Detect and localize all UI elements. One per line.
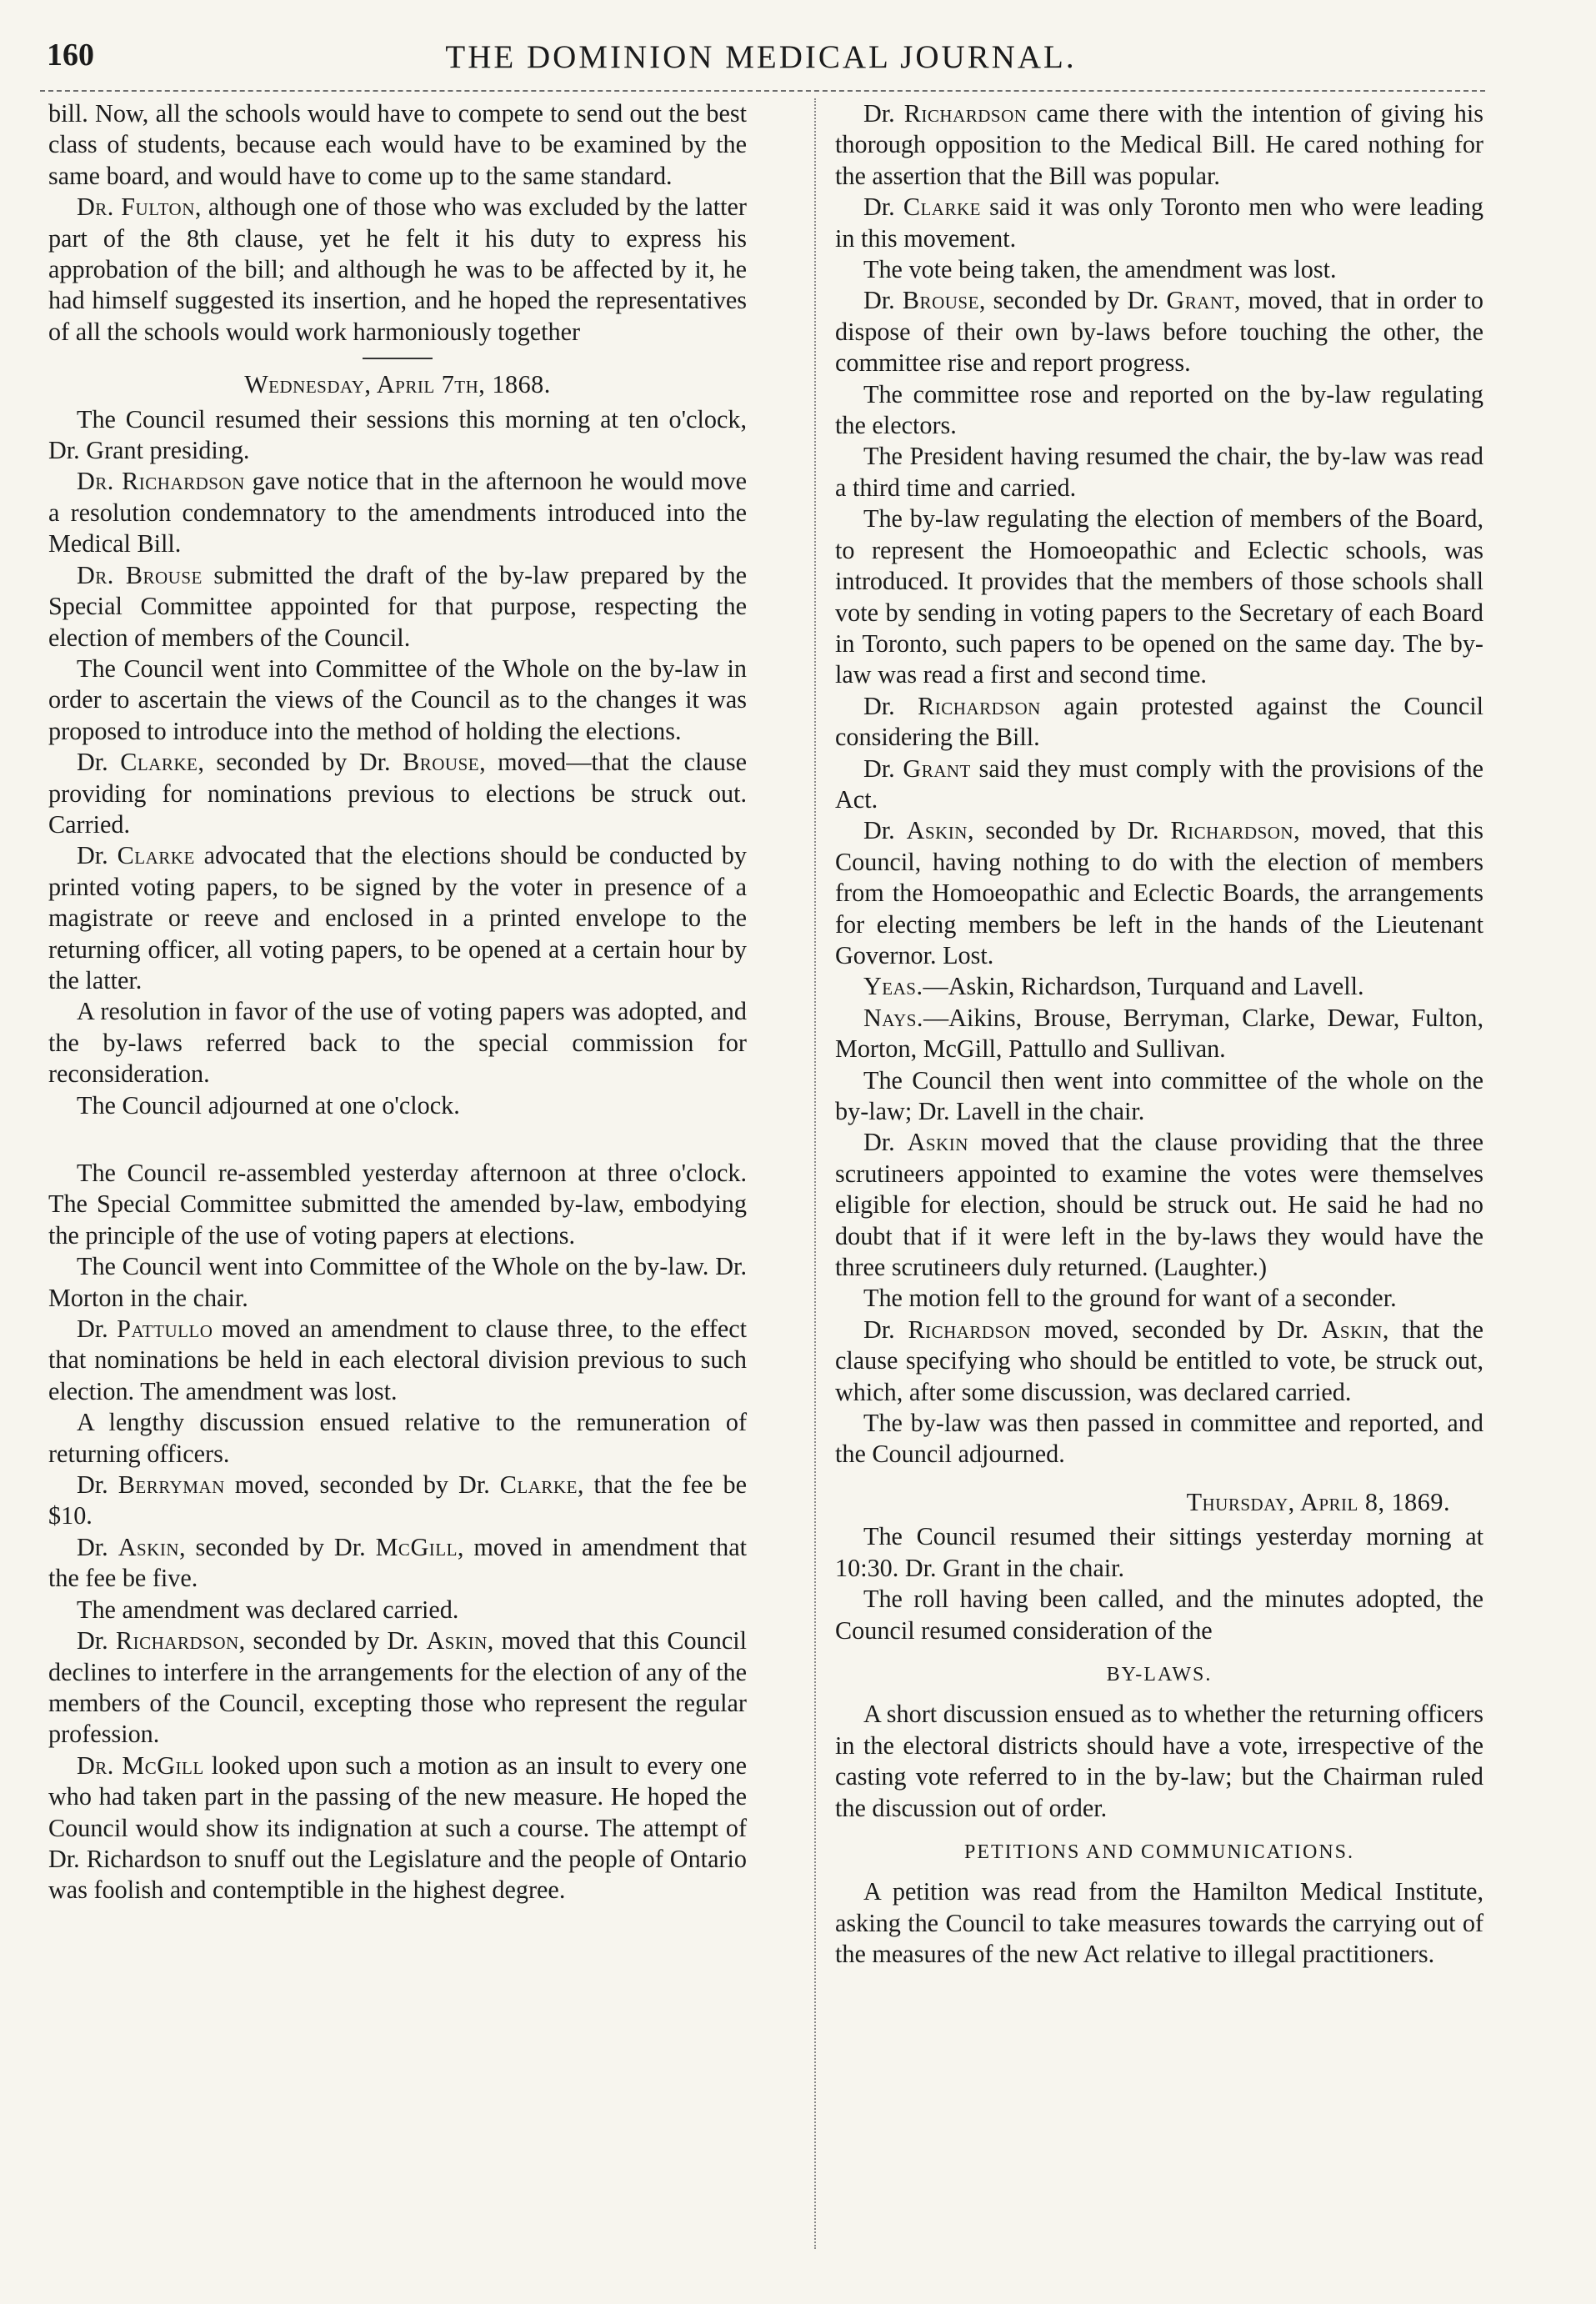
paragraph-text: , moved that this Council declines to interfere in the arrangements for the election of any of the members of the Council, excepting those who represent the regular profession. <box>48 1626 748 1749</box>
paragraph-text: —Askin, Richardson, Turquand and Lavell. <box>923 972 1364 1001</box>
paragraph: The President having resumed the chair, the by-law was read a third time and carried. <box>835 442 1483 502</box>
paragraph-text: gave notice that in the afternoon he would move a resolution condemnatory to the amendments introduced into the Medical Bill. <box>48 467 747 558</box>
paragraph-text: although one of those who was excluded by the latter part of the 8th clause, yet he felt it his duty to express his approbation of the bill; and although he was to be affected by it, he had himself suggested its insertion, and he hoped the representatives of all the schools would work harmoniously together <box>48 193 747 346</box>
speaker-name: Clarke <box>117 841 195 870</box>
paragraph-text: moved, seconded by Dr. <box>224 1470 500 1500</box>
column-gutter <box>814 98 816 2249</box>
paragraph-text: moved that the clause providing that the three scrutineers appointed to examine the votes were themselves eligible for election, should be struck out. He said he had no doubt that if it were left in the by-laws they would have the three scrutineers duly returned. (Laughter.) <box>835 1128 1483 1282</box>
section-rule <box>363 358 433 359</box>
journal-title: THE DOMINION MEDICAL JOURNAL. <box>445 39 1077 75</box>
paragraph: The Council adjourned at one o'clock. <box>77 1090 460 1119</box>
speaker-name: Grant <box>903 754 971 783</box>
paragraph-text: , moved, that in order to dispose of their own by-laws before touching the other, the committee rise and report progress. <box>835 286 1483 378</box>
dateline: Wednesday, April 7th, 1868. <box>244 370 551 399</box>
paragraph-text: , that the fee be $10. <box>48 1470 747 1530</box>
paragraph <box>835 285 1483 378</box>
speaker-name: Clarke <box>120 748 198 777</box>
paragraph: A resolution in favor of the use of voting papers was adopted, and the by-laws referred back to the special commission for reconsideration. <box>48 997 747 1089</box>
paragraph-text: Dr. <box>77 1626 116 1655</box>
speaker-name: Clarke <box>499 1470 578 1500</box>
speaker-name: Grant <box>1166 286 1234 315</box>
paragraph-text: Dr. <box>863 286 903 315</box>
page-header <box>40 35 1482 85</box>
paragraph-text: looked upon such a motion as an insult to every one who had taken part in the passing of the new measure. He hoped the Council would show its indignation at such a course. The attempt of Dr. Richardson to snuff out the Legislature and the people of Ontario was foolish and contemptible in the highest degree. <box>48 1751 747 1905</box>
page-number: 160 <box>47 38 94 73</box>
paragraph-text: Dr. <box>77 1470 118 1500</box>
speaker-name: Askin <box>907 1128 968 1157</box>
speaker-name: Askin <box>118 1532 179 1561</box>
paragraph-text: , seconded by Dr. <box>198 748 403 777</box>
paragraph: A short discussion ensued as to whether the returning officers in the electoral districts should have a vote, irrespective of the casting vote referred to in the by-law; but the Chairman ruled the discussion out of order. <box>835 1700 1483 1822</box>
dateline: Thursday, April 8, 1869. <box>1186 1487 1450 1516</box>
paragraph-text: —Aikins, Brouse, Berryman, Clarke, Dewar, Fulton, Morton, McGill, Pattullo and Sullivan. <box>835 1003 1483 1064</box>
speaker-name: Richardson <box>903 99 1028 128</box>
paragraph-text: said it was only Toronto men who were leading in this movement. <box>835 193 1483 253</box>
speaker-name: Askin <box>426 1626 488 1655</box>
paragraph-text: Dr. <box>77 841 118 870</box>
paragraph: The Council re-assembled yesterday afternoon at three o'clock. The Special Committee submitted the amended by-law, embodying the principle of the use of voting papers at elections. <box>48 1159 747 1250</box>
paragraph-text: came there with the intention of giving his thorough opposition to the Medical Bill. He cared nothing for the assertion that the Bill was popular. <box>835 99 1484 190</box>
paragraph: A petition was read from the Hamilton Medical Institute, asking the Council to take measures towards the carrying out of the measures of the new Act relative to illegal practitioners. <box>835 1877 1483 1969</box>
speaker-name: Pattullo <box>117 1315 213 1344</box>
speaker-name: Richardson <box>1170 816 1294 845</box>
paragraph-text: submitted the draft of the by-law prepared by the Special Committee appointed for that purpose, respecting the election of members of the Council. <box>48 560 747 652</box>
speaker-name: Dr. Brouse <box>77 560 203 589</box>
paragraph-text: , moved in amendment that the fee be five. <box>48 1532 747 1593</box>
paragraph-text: moved an amendment to clause three, to the effect that nominations be held in each electoral division previous to such election. The amendment was lost. <box>48 1315 747 1405</box>
paragraph: The Council went into Committee of the Whole on the by-law in order to ascertain the views of the Council as to the changes it was proposed to introduce into the method of holding the elections. <box>48 654 747 745</box>
paragraph <box>48 840 747 996</box>
paragraph <box>48 747 747 840</box>
paragraph-text: , seconded by Dr. <box>238 1626 427 1655</box>
paragraph <box>835 192 1483 254</box>
section-gap <box>48 1121 747 1158</box>
speaker-name: Clarke <box>903 193 981 222</box>
paragraph: The roll having been called, and the minutes adopted, the Council resumed consideration of the <box>835 1585 1483 1645</box>
paragraph-text: , seconded by Dr. <box>967 816 1171 845</box>
paragraph <box>835 1127 1483 1283</box>
paragraph: The committee rose and reported on the by-law regulating the electors. <box>835 379 1483 440</box>
right-column <box>835 98 1483 1971</box>
paragraph <box>835 1003 1483 1065</box>
paragraph-text: , seconded by Dr. <box>179 1532 376 1561</box>
paragraph: The amendment was declared carried. <box>77 1595 459 1624</box>
paragraph: bill. Now, all the schools would have to compete to send out the best class of students, because each would have to be examined by the same board, and would have to come up to the same standard. <box>48 99 747 190</box>
paragraph <box>48 192 747 348</box>
paragraph <box>48 1470 747 1532</box>
speaker-name: Brouse <box>403 748 480 777</box>
section-heading: BY-LAWS. <box>1106 1663 1213 1685</box>
speaker-name: Richardson <box>908 1315 1032 1344</box>
paragraph-text: , that the clause specifying who should be entitled to vote, be struck out, which, after some discussion, was declared carried. <box>835 1315 1484 1406</box>
paragraph: The Council then went into committee of the whole on the by-law; Dr. Lavell in the chair. <box>835 1065 1483 1125</box>
paragraph-text: , moved—that the clause providing for nominations previous to elections be struck out. Carried. <box>48 748 747 839</box>
paragraph-text: advocated that the elections should be conducted by printed voting papers, to be signed by the voter in presence of a magistrate or reeve and enclosed in a printed envelope to the returning officer, all voting papers, to be opened at a certain hour by the latter. <box>48 841 747 994</box>
paragraph <box>835 815 1483 971</box>
paragraph-text: Dr. <box>77 1315 118 1344</box>
paragraph-text: Dr. <box>863 193 903 222</box>
speaker-name: Dr. Richardson <box>77 467 245 496</box>
paragraph: The Council resumed their sessions this morning at ten o'clock, Dr. Grant presiding. <box>48 404 747 465</box>
paragraph: The Council went into Committee of the Whole on the by-law. Dr. Morton in the chair. <box>48 1252 747 1312</box>
paragraph-text: , seconded by Dr. <box>978 286 1167 315</box>
speaker-name: Richardson <box>918 691 1041 720</box>
vote-label: Yeas. <box>863 972 923 1001</box>
section-heading: PETITIONS AND COMMUNICATIONS. <box>963 1841 1354 1863</box>
paragraph-text: said they must comply with the provisions of the Act. <box>835 754 1483 814</box>
paragraph: A lengthy discussion ensued relative to the remuneration of returning officers. <box>48 1408 747 1468</box>
paragraph <box>48 1314 747 1407</box>
paragraph-text: Dr. <box>863 691 918 720</box>
header-rule <box>40 90 1485 92</box>
paragraph: The motion fell to the ground for want of a seconder. <box>863 1284 1397 1313</box>
paragraph-text: Dr. <box>77 1532 118 1561</box>
speaker-name: Berryman <box>118 1470 225 1500</box>
paragraph <box>835 754 1483 816</box>
paragraph: The vote being taken, the amendment was lost. <box>863 255 1337 284</box>
speaker-name: Dr. Fulton, <box>77 193 202 222</box>
paragraph-text: again protested against the Council considering the Bill. <box>835 691 1484 752</box>
paragraph-text: , moved, that this Council, having nothing to do with the election of members from the Homoeopathic and Eclectic Boards, the arrangements for electing members be left in the hands of the Lieutenant Governor. Lost. <box>835 816 1483 969</box>
paragraph <box>48 1532 747 1595</box>
paragraph: The by-law was then passed in committee and reported, and the Council adjourned. <box>835 1409 1483 1469</box>
paragraph <box>835 971 1483 1002</box>
paragraph <box>835 691 1483 754</box>
speaker-name: Richardson <box>116 1626 239 1655</box>
paragraph <box>835 1315 1483 1408</box>
left-column <box>48 98 747 1906</box>
paragraph-text: Dr. <box>863 99 904 128</box>
paragraph <box>48 1751 747 1906</box>
paragraph <box>48 466 747 559</box>
speaker-name: Brouse <box>902 286 979 315</box>
paragraph: The by-law regulating the election of members of the Board, to represent the Homoeopathic and Eclectic schools, was introduced. It provides that the members of those schools shall vote by sending in voting papers to the Secretary of each Board in Toronto, such papers to be opened on the same day. The by-law was read a first and second time. <box>835 504 1483 689</box>
paragraph-text: Dr. <box>77 748 121 777</box>
speaker-name: Askin <box>1321 1315 1383 1344</box>
speaker-name: Askin <box>906 816 968 845</box>
speaker-name: McGill <box>375 1532 458 1561</box>
paragraph-text: Dr. <box>863 754 903 783</box>
paragraph-text: moved, seconded by Dr. <box>1031 1315 1322 1344</box>
paragraph-text: Dr. <box>863 1128 908 1157</box>
paragraph-text: Dr. <box>863 1315 908 1344</box>
paragraph <box>48 1625 747 1751</box>
paragraph-text: Dr. <box>863 816 907 845</box>
speaker-name: Dr. McGill <box>77 1751 204 1780</box>
paragraph <box>48 560 747 654</box>
paragraph: The Council resumed their sittings yesterday morning at 10:30. Dr. Grant in the chair. <box>835 1522 1483 1582</box>
paragraph <box>835 98 1483 192</box>
vote-label: Nays. <box>863 1003 923 1032</box>
